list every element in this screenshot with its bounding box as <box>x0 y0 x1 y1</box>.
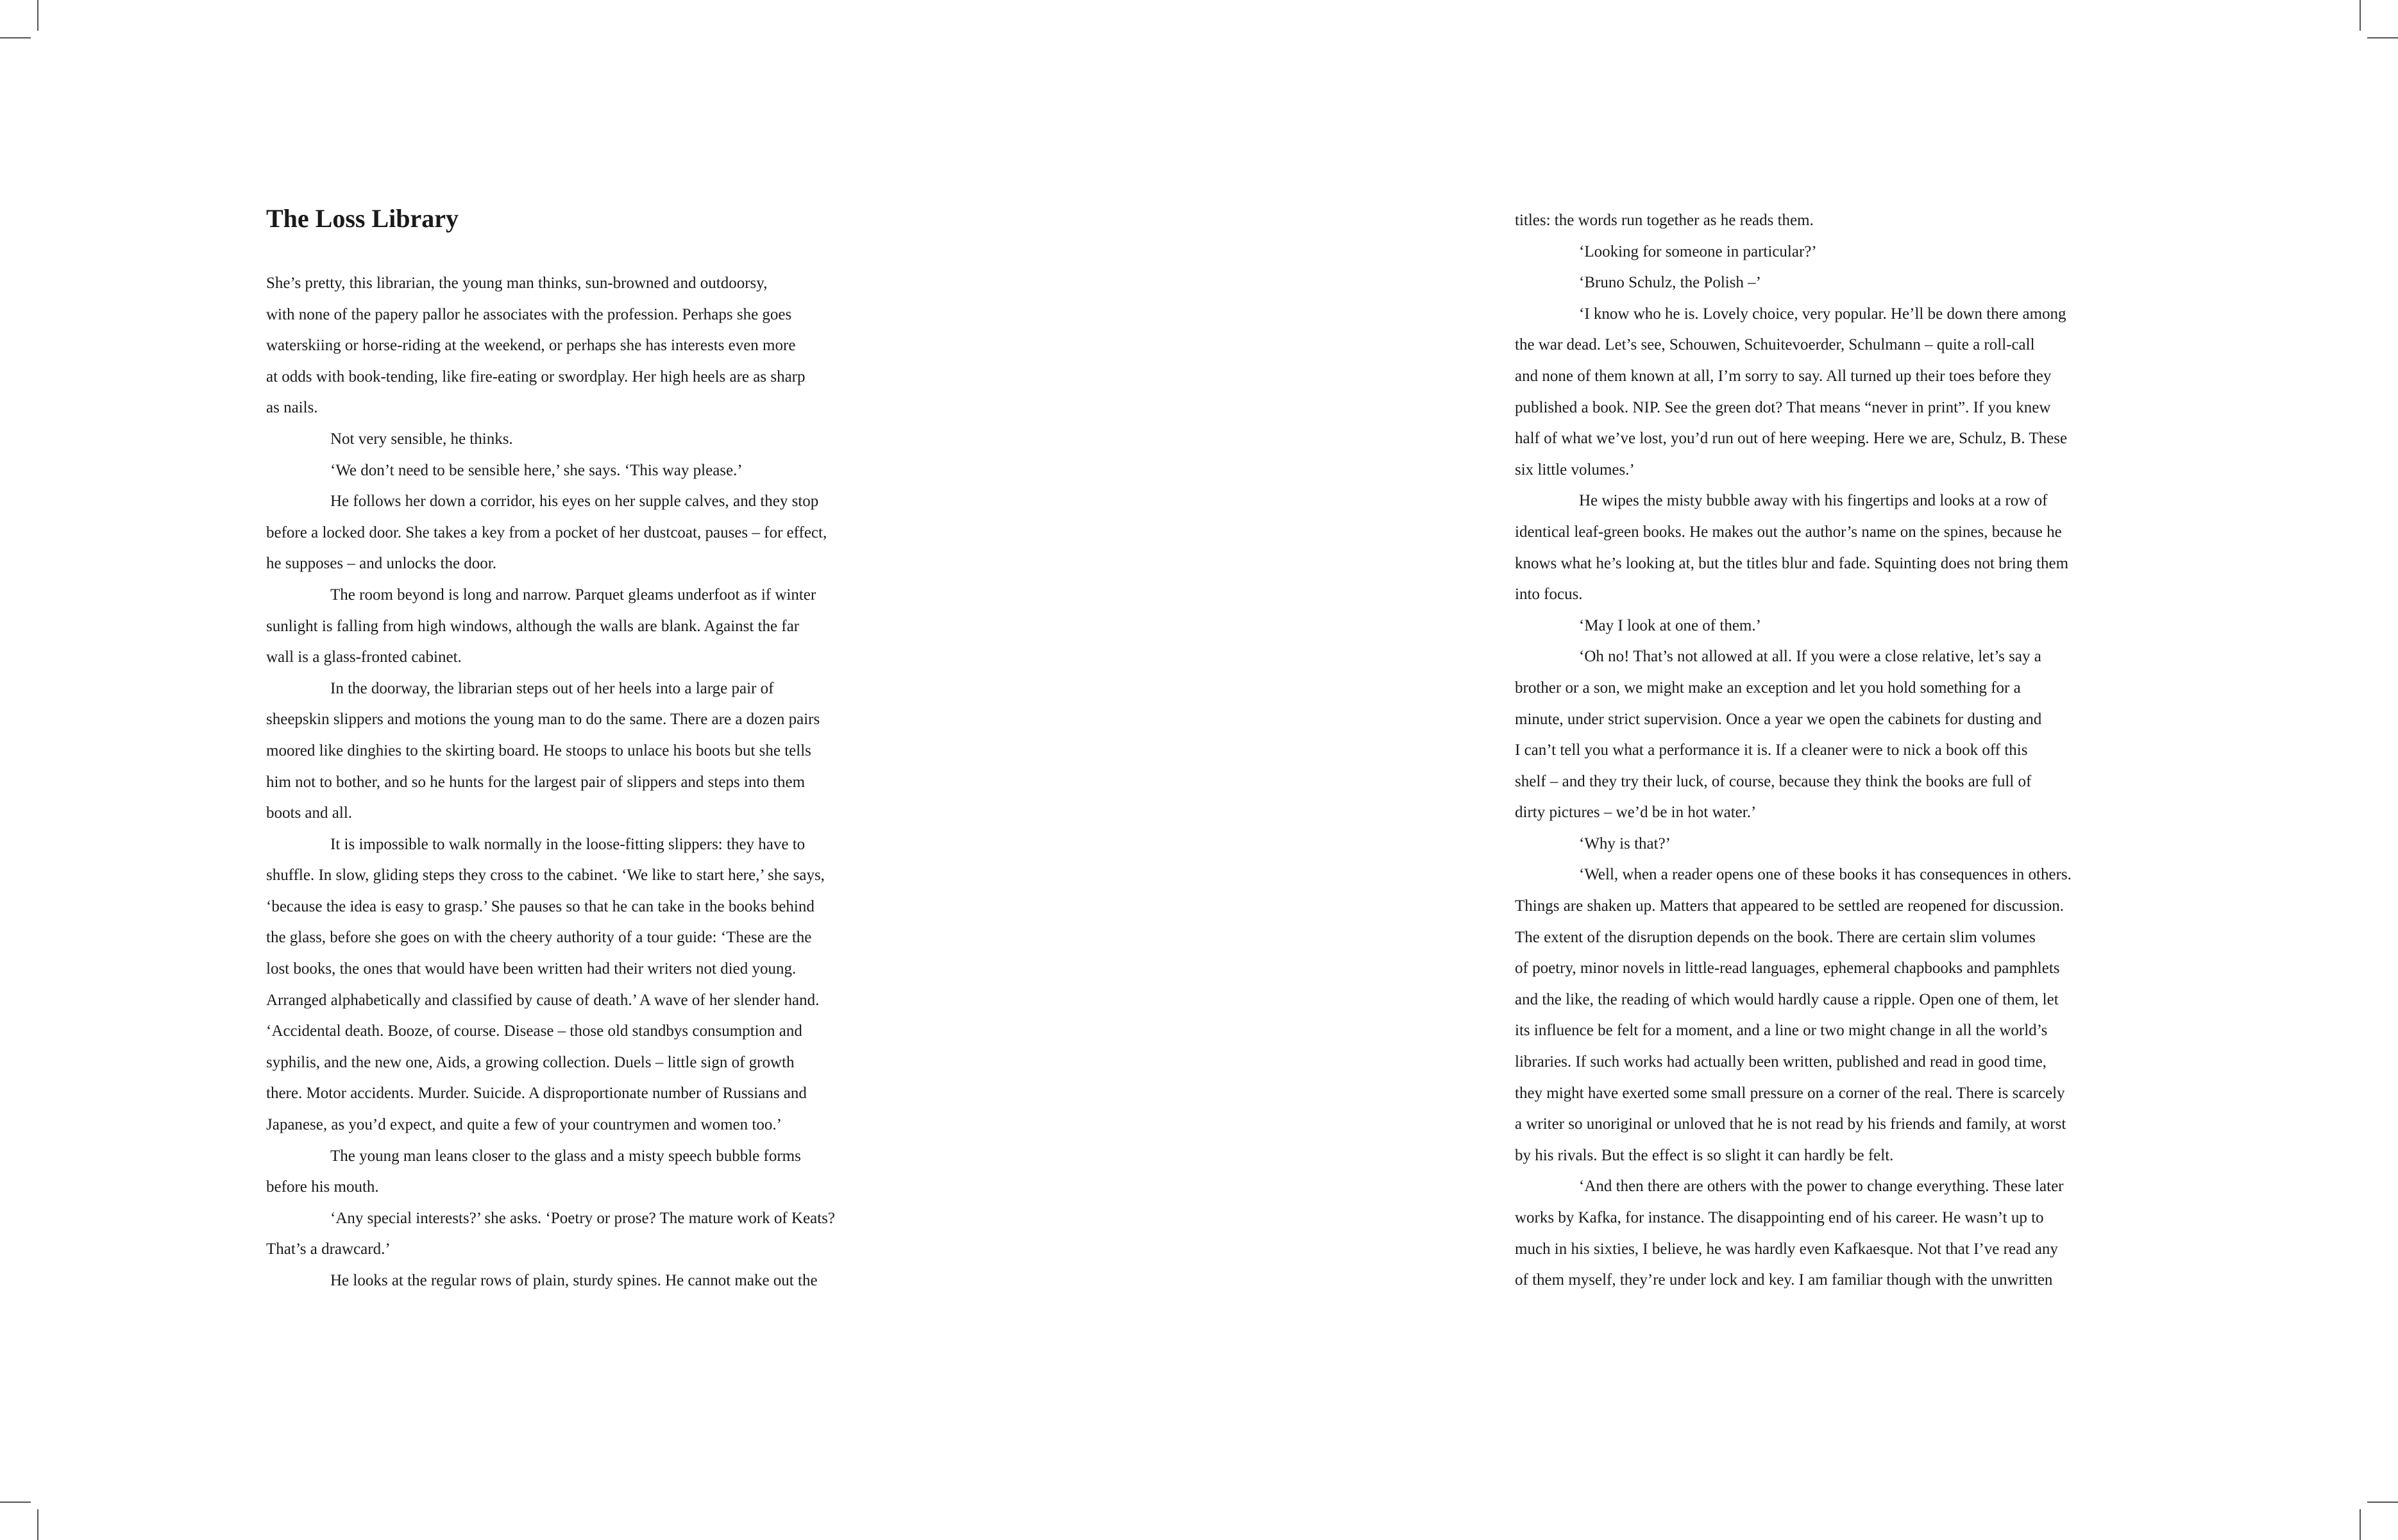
text-line: published a book. NIP. See the green dot? That means “never in print”. If you knew <box>1515 398 2051 416</box>
text-line: waterskiing or horse-riding at the weekend, or perhaps she has interests even more <box>266 337 796 355</box>
text-line: sunlight is falling from high windows, although the walls are blank. Against the far <box>266 617 800 635</box>
text-line: ‘Oh no! That’s not allowed at all. If you were a close relative, let’s say a <box>1579 648 2041 666</box>
text-line: half of what we’ve lost, you’d run out of here weeping. Here we are, Schulz, B. These <box>1515 430 2068 448</box>
text-line: Things are shaken up. Matters that appeared to be settled are reopened for discussion. <box>1515 897 2064 915</box>
text-line: lost books, the ones that would have been written had their writers not died young. <box>266 960 797 978</box>
crop-mark-bottom-left <box>37 1509 38 1540</box>
text-line: before his mouth. <box>266 1178 379 1196</box>
crop-mark-top-left <box>37 0 38 31</box>
text-line: ‘Bruno Schulz, the Polish –’ <box>1579 274 1762 292</box>
text-line: ‘Why is that?’ <box>1579 834 1671 852</box>
text-line: Not very sensible, he thinks. <box>330 430 513 448</box>
text-line: titles: the words run together as he reads them. <box>1515 212 1814 229</box>
text-line: into focus. <box>1515 586 1583 604</box>
text-line: ‘We don’t need to be sensible here,’ she says. ‘This way please.’ <box>330 461 743 479</box>
text-line: by his rivals. But the effect is so slight it can hardly be felt. <box>1515 1146 1894 1164</box>
text-line: of poetry, minor novels in little-read languages, ephemeral chapbooks and pamphlets <box>1515 960 2060 977</box>
text-line: ‘May I look at one of them.’ <box>1579 616 1761 634</box>
text-line: ‘Well, when a reader opens one of these books it has consequences in others. <box>1579 866 2072 884</box>
text-line: before a locked door. She takes a key from a pocket of her dustcoat, pauses – for effect, <box>266 523 827 541</box>
text-line: ‘Any special interests?’ she asks. ‘Poetry or prose? The mature work of Keats? <box>330 1209 836 1227</box>
crop-mark-bottom-left <box>0 1502 31 1503</box>
text-line: ‘And then there are others with the power to change everything. These later <box>1579 1178 2064 1196</box>
text-line: as nails. <box>266 399 318 417</box>
text-line: wall is a glass-fronted cabinet. <box>266 648 462 666</box>
crop-mark-bottom-right <box>2367 1502 2398 1503</box>
text-line: dirty pictures – we’d be in hot water.’ <box>1515 804 1757 822</box>
text-line: they might have exerted some small pressure on a corner of the real. There is scarcely <box>1515 1084 2065 1102</box>
text-line: Arranged alphabetically and classified by cause of death.’ A wave of her slender hand. <box>266 991 820 1009</box>
text-line: and none of them known at all, I’m sorry to say. All turned up their toes before they <box>1515 367 2052 385</box>
text-line: syphilis, and the new one, Aids, a growing collection. Duels – little sign of growth <box>266 1053 795 1071</box>
text-line: him not to bother, and so he hunts for the largest pair of slippers and steps into them <box>266 773 806 791</box>
text-line: the glass, before she goes on with the cheery authority of a tour guide: ‘These are the <box>266 929 812 947</box>
text-line: libraries. If such works had actually been written, published and read in good time, <box>1515 1053 2047 1071</box>
text-line: minute, under strict supervision. Once a year we open the cabinets for dusting and <box>1515 710 2042 728</box>
crop-mark-top-right <box>2367 37 2398 38</box>
text-line: The extent of the disruption depends on the book. There are certain slim volumes <box>1515 928 2036 946</box>
text-line: It is impossible to walk normally in the loose-fitting slippers: they have to <box>330 835 806 853</box>
text-line: He follows her down a corridor, his eyes on her supple calves, and they stop <box>330 493 819 511</box>
text-line: ‘I know who he is. Lovely choice, very popular. He’ll be down there among <box>1579 305 2066 323</box>
text-line: its influence be felt for a moment, and a line or two might change in all the world’s <box>1515 1022 2048 1040</box>
text-line: The young man leans closer to the glass and a misty speech bubble forms <box>330 1147 801 1165</box>
text-line: shuffle. In slow, gliding steps they cross to the cabinet. ‘We like to start here,’ she says, <box>266 867 825 884</box>
text-line: The room beyond is long and narrow. Parquet gleams underfoot as if winter <box>330 586 816 604</box>
crop-mark-bottom-right <box>2360 1509 2361 1540</box>
text-line: ‘Accidental death. Booze, of course. Disease – those old standbys consumption and <box>266 1022 802 1040</box>
text-line: brother or a son, we might make an exception and let you hold something for a <box>1515 679 2021 697</box>
text-line: She’s pretty, this librarian, the young man thinks, sun-browned and outdoorsy, <box>266 275 768 292</box>
text-line: ‘Looking for someone in particular?’ <box>1579 242 1817 260</box>
text-line: knows what he’s looking at, but the titles blur and fade. Squinting does not bring them <box>1515 554 2069 572</box>
text-line: ‘because the idea is easy to grasp.’ She pauses so that he can take in the books behind <box>266 897 815 915</box>
text-line: a writer so unoriginal or unloved that he is not read by his friends and family, at worst <box>1515 1115 2066 1133</box>
text-line: Japanese, as you’d expect, and quite a few of your countrymen and women too.’ <box>266 1116 782 1134</box>
text-line: much in his sixties, I believe, he was hardly even Kafkaesque. Not that I’ve read any <box>1515 1240 2058 1258</box>
text-line: boots and all. <box>266 804 353 822</box>
text-line: at odds with book-tending, like fire-eating or swordplay. Her high heels are as sharp <box>266 368 806 385</box>
text-line: six little volumes.’ <box>1515 461 1635 478</box>
text-line: of them myself, they’re under lock and key. I am familiar though with the unwritten <box>1515 1271 2053 1289</box>
crop-mark-top-left <box>0 37 31 38</box>
text-line: works by Kafka, for instance. The disappointing end of his career. He wasn’t up to <box>1515 1209 2044 1226</box>
text-line: In the doorway, the librarian steps out of her heels into a large pair of <box>330 679 774 697</box>
text-line: He wipes the misty bubble away with his fingertips and looks at a row of <box>1579 492 2048 510</box>
text-line: shelf – and they try their luck, of course, because they think the books are full of <box>1515 772 2032 790</box>
text-line: there. Motor accidents. Murder. Suicide. A disproportionate number of Russians and <box>266 1085 807 1103</box>
right-page-text <box>1515 205 2072 1296</box>
chapter-title: The Loss Library <box>266 204 459 233</box>
text-line: moored like dinghies to the skirting board. He stoops to unlace his boots but she tells <box>266 741 811 759</box>
left-page-text <box>266 268 835 1297</box>
text-line: sheepskin slippers and motions the young man to do the same. There are a dozen pairs <box>266 711 820 729</box>
text-line: I can’t tell you what a performance it is. If a cleaner were to nick a book off this <box>1515 741 2028 759</box>
text-line: That’s a drawcard.’ <box>266 1240 391 1258</box>
crop-mark-top-right <box>2360 0 2361 31</box>
text-line: and the like, the reading of which would hardly cause a ripple. Open one of them, let <box>1515 990 2059 1008</box>
text-line: the war dead. Let’s see, Schouwen, Schuitevoerder, Schulmann – quite a roll-call <box>1515 336 2035 354</box>
text-line: he supposes – and unlocks the door. <box>266 555 496 573</box>
text-line: He looks at the regular rows of plain, sturdy spines. He cannot make out the <box>330 1272 818 1289</box>
text-line: identical leaf-green books. He makes out the author’s name on the spines, because he <box>1515 523 2062 541</box>
text-line: with none of the papery pallor he associates with the profession. Perhaps she goes <box>266 305 792 323</box>
